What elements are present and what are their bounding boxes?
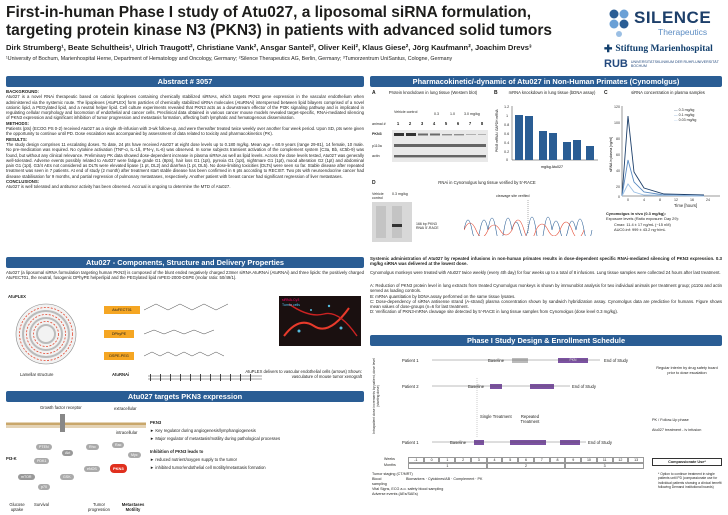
row-tumor-staging: Tumor staging (CT/MRT)	[372, 472, 413, 476]
svg-text:1: 1	[506, 114, 509, 118]
panel-c-cap4: AUC0-inf: 999 ± 43.2 ng·h/mL	[614, 227, 666, 233]
dose-0-3: 0.3	[434, 112, 439, 116]
animal-2: 2	[408, 121, 412, 126]
results-text: The study design comprises 11 escalating doses. To date, 24 pts have received Atu027 at eight dose levels up to 0.180 mg/kg. Mean age = 60.9 years (range 29-81), 14 female, 10 male. No pre-medication was required. No cytokine activation (TNF-α, IL-1ß, IFN-γ, IL-6) was observed. In some subjects transient activation of the complement system (C3a, Bb, sC5b-9) was found, but without any clinical relevance. Preliminary PK data showed dose-dependent increase in plasma siRNA as well as lipid levels. Across the dose levels tested, Atu027 was generally well-tolerated. Adverse events possibly related to Atu027 were fatigue grade G1 (8pts), hair loss G1 (1pt), pyrexia G1 (1pt), nightmare G1 (1pt), mood alteration G2 (1pt) and abdominal pain G1 (1pt). G3/4 AEs not considered as DLTs were elevated lipase (1 pt, DL2) and diarrhea (1 pt, DL5). No dose-limiting toxicities (DLTs) were seen so far. Stable disease after repeated treatment was seen in 7 patients. At end of study (2 month) after treatment start stable disease has been confirmed in 6 pts according to RECIST. Two pts with neuroendocrine cancer had disease stabilisation for 9 months, and partial regression of pulmonary metastases, respectively. Another patient with breast cancer had significant regression of liver metastases.	[6, 141, 364, 179]
svg-text:0.6: 0.6	[504, 132, 510, 136]
svg-text:0: 0	[506, 158, 509, 162]
design-footnote: * Option to continue treatment in single patients until PD (compassionate use for individual patients showing a clinical benefit following Demand institutional boards)	[658, 472, 722, 489]
design-header-text: Phase I Study Design & Enrollment Schedule	[466, 336, 626, 345]
pharma-point-b: B: mRNA quantitation by bDNA assay performed on the same tissue lysates.	[370, 293, 516, 299]
legend-text-2: 0.1 mg/kg	[678, 113, 695, 117]
pkn3-item-1-text: Key regulator during angiogenesis/lymphangiogenesis	[155, 428, 256, 433]
inhib-item-1-text: reduced nutrient/oxygen supply to the tumor	[155, 457, 238, 462]
pkn3-subheading: PKN3	[150, 420, 162, 425]
baseline-2: Baseline	[468, 384, 485, 389]
sirna-cy3-label: siRNA-Cy3	[282, 298, 300, 302]
end-study-2: End of Study	[572, 384, 596, 389]
week-cell: 5	[502, 457, 518, 463]
lamellar-label: Lamellar structure	[20, 372, 54, 377]
panel-c-cap2: Exposure levels (Ratio exposure: Day 29):	[606, 216, 679, 222]
rub-sub: UNIVERSITÄTSKLINIKUM DER RUHR-UNIVERSITÄT BOCHUM	[630, 59, 719, 68]
node-pdk1: PDK1	[34, 458, 49, 464]
components-figure	[6, 292, 364, 384]
poster-title: First-in-human Phase I study of Atu027, a liposomal siRNA formulation, targeting protein kinase N3 (PKN3) in patients with advanced solid tumors	[6, 4, 553, 39]
row-adverse-events: Adverse events (AEs/SAEs)	[372, 492, 418, 496]
month-cell: 3	[565, 463, 644, 469]
pkn3-item-2: ► Major regulator of metastasis/motility during pathological processes	[150, 436, 281, 441]
single-treatment-label: Single Treatment	[480, 414, 512, 419]
components-header-text: Atu027 - Components, Structure and Delivery Properties	[86, 258, 284, 267]
design-yaxis-text: Intrapatient dose increments by patient, dose level (starting dose)	[372, 358, 380, 434]
svg-text:100: 100	[614, 121, 620, 125]
aturna-label: AtuRNAi	[112, 372, 130, 377]
week-cell: 1	[439, 457, 455, 463]
legend-text-3: 0.03 mg/kg	[678, 118, 697, 122]
pkn3-header	[6, 391, 364, 402]
actin-row-label: actin	[372, 154, 380, 158]
svg-text:0.4: 0.4	[504, 141, 510, 145]
cleavage-label: cleavage site verified	[496, 194, 530, 198]
animal-6: 6	[456, 121, 460, 126]
inhibition-heading: Inhibition of PKN3 leads to	[150, 449, 204, 454]
svg-text:120: 120	[614, 105, 620, 109]
animal-5: 5	[444, 121, 448, 126]
pharma-point-d: D: Verification of PKN3-mRNA cleavage site detected by 5'-RACE in lung tissue samples from Cynomolgus (dose level 0.3 mg/kg).	[370, 309, 619, 315]
svg-text:40: 40	[616, 169, 620, 173]
bio-pk: PK	[477, 477, 483, 481]
panel-c-cap3: Cmax: 11.4 ± 17 ng/mL (~15 nM)	[614, 221, 671, 227]
week-cell: 2	[455, 457, 471, 463]
dphype-label: DPhyPE	[104, 330, 134, 338]
regulatory-note: Regular interim by drug safety board prior to dose escalation	[656, 366, 718, 375]
node-gsk: GSK	[60, 474, 74, 480]
inhib-item-2: ► inhibited tumor/endothelial cell motility/metastasis formation	[150, 465, 266, 470]
methods-text: Patients (pts) (ECOG PS 0-2) received Atu027 as a single 4h-infusion with 3-wk follow-up, and were thereafter treated twice weekly over another four week period. Upon SD, pts were given the opportunity to continue until PD. Dose escalation was accompanied by assessment of data related to toxicity and pharmacokinetics (PK).	[6, 126, 364, 137]
row-blood-label: Blood sampling	[372, 477, 387, 486]
panel-a	[372, 90, 490, 168]
end-study-3: End of Study	[588, 440, 612, 445]
animal-7: 7	[468, 121, 472, 126]
panel-b-xlabel: mg/kg Atu027	[541, 165, 563, 169]
panel-c-cap1: Cynomolgus in vivo (0.3 mg/kg):	[606, 211, 666, 216]
panel-c-caption	[606, 211, 722, 233]
background-heading: BACKGROUND:	[6, 89, 39, 94]
panel-b-ylabel: PKN3 mRNA / GAPDH mRNA	[495, 109, 499, 152]
panel-b	[494, 90, 602, 170]
week-cell: 12	[613, 457, 629, 463]
week-cell: 8	[550, 457, 566, 463]
intracellular-label: intracellular	[116, 430, 138, 435]
bio-cytokines: Cytokines/AB	[427, 477, 451, 481]
western-blot-image	[392, 130, 488, 162]
svg-text:12: 12	[674, 198, 678, 202]
race-gel-image	[372, 202, 412, 242]
svg-text:20: 20	[616, 185, 620, 189]
dose-vehicle: Vehicle control	[394, 110, 418, 114]
sequencing-trace-image	[464, 200, 596, 236]
week-cell: 0	[424, 457, 440, 463]
weeks-label: Weeks	[384, 457, 395, 461]
cross-icon: ✚	[604, 43, 613, 55]
animal-row-label: animal #	[372, 122, 386, 126]
pkn3-item-2-text: Major regulator of metastasis/motility during pathological processes	[155, 436, 281, 441]
baseline-3: Baseline	[450, 440, 467, 445]
panel-d	[372, 180, 600, 244]
legend-item-2: — 0.1 mg/kg	[674, 113, 695, 117]
week-cell: 3	[471, 457, 487, 463]
pi3k-label: PI3-K	[6, 456, 17, 461]
rub-name: RUB	[604, 58, 628, 70]
svg-text:60: 60	[616, 153, 620, 157]
results-heading: RESULTS:	[6, 136, 28, 142]
pharma-method: Cynomolgus monkeys were treated with Atu027 twice weekly (every 4th day) for four weeks up to a total of 8 infusions. Lung tissue samples were collected 24 hours after last treatment.	[370, 270, 721, 275]
panel-c-title: siRNA concentration in plasma samples	[631, 90, 705, 95]
lamellar-structure-figure	[6, 300, 88, 368]
repeated-treatment-label: Repeated Treatment	[520, 414, 540, 424]
svg-text:8: 8	[659, 198, 661, 202]
node-rho: Rho	[86, 444, 99, 450]
svg-text:80: 80	[616, 137, 620, 141]
animal-3: 3	[420, 121, 424, 126]
svg-text:0.2: 0.2	[504, 150, 510, 154]
svg-text:0: 0	[627, 198, 629, 202]
week-cell: 10	[581, 457, 597, 463]
outcome-survival: Survival	[34, 502, 49, 507]
svg-text:16: 16	[690, 198, 694, 202]
week-cell: 7	[534, 457, 550, 463]
design-header	[370, 335, 722, 346]
silence-logo	[604, 2, 726, 42]
pkn3-item-1: ► Key regulator during angiogenesis/lymphangiogenesis	[150, 428, 256, 433]
pkn3-pathway-diagram	[6, 404, 146, 512]
conclusions-text: Atu027 is well tolerated and antitumor activity has been observed. Accrual is ongoing to determine the MTD of Atu027.	[6, 184, 231, 190]
pharma-header-text: Pharmacokinetic/-dynamic of Atu027 in Non-Human Primates (Cynomolgus)	[412, 77, 680, 86]
authors: Dirk Strumberg¹, Beate Schultheis¹, Ulrich Traugott², Christiane Vank², Ansgar Santel², Oliver Keil², Klaus Giese², Jörg Kaufmann², Joachim Drevs³	[6, 43, 532, 52]
inhib-item-1: ► reduced nutrient/oxygen supply to the tumor	[150, 457, 238, 462]
silence-sub: Therapeutics	[658, 27, 708, 37]
components-text: Atu027 (a liposomal siRNA formulation targeting human PKN3) is composed of the blunt ended negatively charged 23mer siRNA AtuRNAi (AtuRNAi) and three lipids: the positively charged AtuFECT01, the neutral, fusogenic DPhyPE helperlipid and the PEGylated lipid mPEG-2000-DSPE (molar ratio: 50/49/1).	[6, 270, 364, 281]
month-cell: 1	[408, 463, 487, 469]
week-cell: 4	[487, 457, 503, 463]
node-rac: Rac	[112, 442, 124, 448]
svg-text:0.8: 0.8	[504, 123, 510, 127]
month-cell: 2	[487, 463, 566, 469]
silence-name: SILENCE	[634, 8, 712, 27]
panel-b-title: mRNA knockdown in lung tissue (bDNA assay)	[508, 90, 596, 95]
panel-c	[604, 90, 724, 244]
animal-4: 4	[432, 121, 436, 126]
abstract-body	[6, 89, 364, 190]
node-mtor: mTOR	[18, 474, 35, 480]
conclusions-heading: CONCLUSIONS:	[6, 179, 40, 185]
pkn3-header-text: Atu027 targets PKN3 expression	[127, 392, 243, 401]
svg-text:1.2: 1.2	[504, 105, 510, 109]
extracellular-label: extracellular	[114, 406, 137, 411]
bio-biomarkers: Biomarkers	[406, 477, 425, 481]
panel-a-title: Protein knockdown in lung tissue (Western blot)	[388, 90, 478, 95]
node-myc: Myc	[128, 452, 141, 458]
week-cell: -1	[408, 457, 424, 463]
panel-c-letter: C	[604, 90, 608, 96]
animal-8: 8	[480, 121, 484, 126]
design-rows	[372, 472, 652, 497]
race-band-label: 166 bp PKN3 RNAi 5'-RACE	[416, 222, 439, 231]
pharma-summary: Systemic administration of Atu027 by repeated infusions in non-human primates results in dose-dependent specific RNAi-mediated silencing of PKN3 expression. 0.3 mg/kg siRNA was delivered at the lowest dose.	[370, 256, 722, 267]
svg-text:4: 4	[643, 198, 645, 202]
panel-d-letter: D	[372, 180, 376, 186]
node-pten: PTEN	[36, 444, 52, 450]
abstract-header	[6, 76, 364, 87]
legend-item-1: — 0.3 mg/kg	[674, 108, 695, 112]
svg-text:24: 24	[706, 198, 710, 202]
compassionate-use-box: Compassionate Use*	[652, 458, 722, 466]
marienhospital-logo	[604, 42, 726, 56]
dose-1-0: 1.0	[450, 112, 455, 116]
panel-b-letter: B	[494, 90, 498, 96]
inhib-item-2-text: inhibited tumor/endothelial cell motility/metastasis formation	[155, 465, 266, 470]
panel-d-title: RNAi in Cynomolgus lung tissue verified by 5'-RACE	[438, 180, 536, 185]
pathway-nodes	[21, 438, 140, 500]
growth-factor-label: Growth factor receptor	[40, 405, 82, 410]
legend-text-1: 0.3 mg/kg	[678, 108, 695, 112]
baseline-1: Baseline	[488, 358, 505, 363]
end-study-1: End of Study	[604, 358, 628, 363]
design-yaxis	[372, 352, 380, 440]
dspe-peg-label: DSPE-PEG	[104, 352, 134, 360]
pk-followup-note: PK / Follow-Up phase	[652, 418, 689, 422]
methods-heading: METHODS:	[6, 120, 29, 126]
week-cell: 13	[628, 457, 644, 463]
lane-dose: 0.3 mg/kg	[392, 192, 408, 196]
pharma-point-c: C: Dose-dependency of siRNA antisense strand (A-strand) plasma concentration shown by sandwich hybridization assay. Cynomolgus data are predictive for humans. Figure shows mean values of dose-groups (n=6 for last treatment.	[370, 298, 722, 310]
pharma-point-a: A: Reduction of PKN3 protein level in lung extracts from treated Cynomolgus monkeys is shown by immunoblot analysis for two individual animals per treatment group; p110α and actin served as loading controls.	[370, 283, 722, 294]
delivery-caption: AtuPLEX delivers to vascular endothelial cells (arrows) Shown: vasculature of mouse tumor xenograft	[245, 369, 362, 379]
week-cell: 11	[597, 457, 613, 463]
affiliations: ¹University of Bochum, Marienhospital Herne, Department of Hematology and Oncology, Germany; ²Silence Therapeutics AG, Berlin, Germany; ³Tumorzentrum UniSantus, Cologne, Germany	[6, 56, 453, 62]
pharma-points	[370, 283, 722, 315]
dose-block-1c: PKN	[558, 358, 588, 363]
panel-c-legend	[674, 108, 696, 123]
atufect-label: AtuFECT01	[104, 306, 140, 314]
pkn3-row-label: PKN3	[372, 132, 382, 136]
dose-3-0: 3.0 mg/kg	[464, 112, 480, 116]
panel-c-xlabel: Time [hours]	[674, 203, 698, 208]
biomarker-list: Biomarkers · Cytokines/AB · Complement · PK	[406, 477, 483, 481]
rub-logo	[604, 56, 726, 72]
row-blood	[372, 477, 652, 487]
panel-a-letter: A	[372, 90, 376, 96]
legend-item-3: — 0.03 mg/kg	[674, 118, 697, 122]
abstract-header-text: Abstract # 3057	[157, 77, 213, 86]
node-enos: eNOS	[84, 466, 100, 472]
atuplex-label: AtuPLEX	[8, 294, 26, 299]
patient-1-label-a: Patient 1	[402, 358, 419, 363]
patient-2-label: Patient 2	[402, 384, 419, 389]
panel-c-chart	[604, 102, 724, 202]
components-header	[6, 257, 364, 268]
animal-numbers	[392, 121, 488, 126]
node-akt: Akt	[62, 450, 73, 456]
week-cell: 9	[565, 457, 581, 463]
outcome-tumor-progression: Tumor progression	[88, 502, 110, 512]
pharma-header	[370, 76, 722, 87]
months-row	[408, 463, 644, 469]
outcome-glucose: Glucose uptake	[9, 502, 25, 512]
animal-1: 1	[396, 121, 400, 126]
bio-complement: Complement	[453, 477, 475, 481]
tumor-cells-label: Tumor cells	[282, 303, 300, 307]
node-pkn3: PKN3	[110, 464, 127, 473]
design-arrows	[382, 350, 647, 466]
marienhospital-name: Stiftung Marienhospital	[615, 44, 713, 54]
atu-treatment-note: Atu027 treatment - iv infusion	[652, 428, 702, 432]
svg-text:0: 0	[618, 195, 620, 199]
week-cell: 6	[518, 457, 534, 463]
design-chart	[382, 350, 647, 466]
background-text: Atu027 is a novel RNAi therapeutic based on cationic lipoplexes containing chemically stabilized siRNAs, which targets PKN3 gene expression in the vascular endothelium when administered via the systemic route. The lipoplexes (AtuPLEX) form particles of chemically stabilized siRNA molecules (AtuRNAi) interspersed between lipid bilayers comprised of a novel cationic lipid, a PEGylated lipid, and a neutral helper lipid. Cell culture experiments revealed that PKN3 acts as a downstream effector of the PI3K signaling pathway and is implicated in regulating cellular morphology and locomotion of endothelial and cancer cells. Preclinical data obtained in various cancer mouse models revealed target-specific, RNAi-mediated silencing of PKN3 expression and significant inhibition of tumor progression and metastasis formation, affecting both lymphatic and hematogenous dissemination.	[6, 94, 364, 121]
p110-row-label: p110a	[372, 144, 382, 148]
tumor-microscopy-image	[279, 296, 361, 346]
patient-1-label-b: Patient 1	[402, 440, 419, 445]
months-label: Months	[384, 463, 396, 467]
lane-vehicle: Vehicle control	[372, 192, 384, 200]
pkn3-text	[150, 420, 362, 470]
node-p70: p70	[38, 484, 50, 490]
row-vital-signs: Vital Signs, ECG a.o. safety blood sampling	[372, 487, 444, 491]
panel-b-chart	[494, 102, 602, 170]
outcome-metastases: Metastases Motility	[121, 502, 145, 512]
panel-c-ylabel: siRNA in plasma [ng/ml]	[609, 137, 613, 172]
